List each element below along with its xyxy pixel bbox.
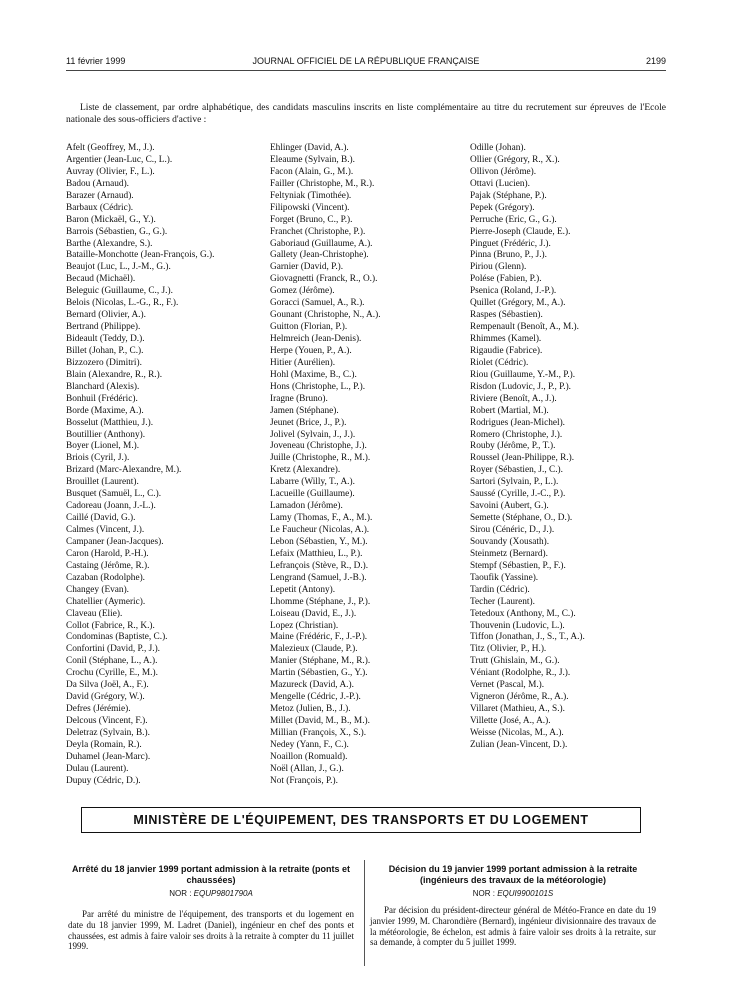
candidate-name: Taoufik (Yassine). [470, 572, 539, 583]
candidate-name: Afelt (Geoffrey, M., J.). [66, 143, 155, 153]
candidate-name: Pepek (Grégory). [470, 202, 535, 213]
candidate-name: Hons (Christophe, L., P.). [270, 381, 366, 392]
candidate-name: Bertrand (Philippe). [66, 322, 141, 333]
article-left-nor [68, 889, 354, 899]
candidate-name: Weisse (Nicolas, M., A.). [470, 727, 564, 738]
candidate-name: Ehlinger (David, A.). [270, 143, 349, 153]
candidate-name: Malezieux (Claude, P.). [270, 644, 358, 655]
candidate-name: Helmreich (Jean-Denis). [270, 334, 362, 344]
candidate-name: Lamadon (Jérôme). [270, 501, 343, 512]
candidate-name: Hitier (Aurélien). [270, 357, 336, 368]
candidate-name: Blanchard (Alexis). [66, 381, 140, 392]
candidate-name: Semette (Stéphane, O., D.). [470, 513, 573, 524]
candidate-name: Royer (Sébastien, J., C.). [470, 465, 563, 476]
candidate-name: Lacueille (Guillaume). [270, 489, 355, 500]
article-right-title: Décision du 19 janvier 1999 portant admission à la retraite (ingénieurs des travaux de la météorologie) [388, 864, 638, 885]
candidate-name: Sartori (Sylvain, P., L.). [470, 477, 559, 488]
candidate-name: Franchet (Christophe, P.). [270, 226, 366, 237]
candidate-name: Bataille-Monchotte (Jean-François, G.). [66, 250, 215, 261]
intro-paragraph [66, 102, 666, 126]
candidate-name: Piriou (Glenn). [470, 262, 527, 273]
candidate-name: Dulau (Laurent). [66, 763, 129, 774]
nor-label: NOR : [472, 889, 495, 898]
candidate-name: Bonhuil (Frédéric). [66, 393, 138, 404]
candidate-name: Jeunet (Brice, J., P.). [270, 417, 347, 428]
candidate-name: Boyer (Lionel, M.). [66, 441, 140, 452]
header-rule [66, 70, 666, 71]
candidate-name: Robert (Martial, M.). [470, 405, 549, 416]
ministry-banner: MINISTÈRE DE L'ÉQUIPEMENT, DES TRANSPORTS ET DU LOGEMENT [81, 807, 641, 833]
candidate-name: Rouby (Jérôme, P., T.). [470, 441, 556, 452]
candidate-name: Caron (Harold, P.-H.). [66, 548, 149, 559]
candidate-name: Da Silva (Joël, A., F.). [66, 680, 149, 691]
candidate-name: Confortini (David, P., J.). [66, 644, 160, 655]
candidate-name: Steinmetz (Bernard). [470, 548, 548, 559]
candidate-name: Vernet (Pascal, M.). [470, 680, 545, 691]
candidate-name: Tardin (Cédric). [470, 584, 530, 595]
candidate-name: Lefaix (Matthieu, L., P.). [270, 548, 363, 559]
candidate-name: Ottavi (Lucien). [470, 178, 530, 189]
candidate-name: Saussé (Cyrille, J.-C., P.). [470, 489, 566, 500]
candidate-name: Ollier (Grégory, R., X.). [470, 154, 560, 165]
candidate-name: Conil (Stéphane, L., A.). [66, 656, 158, 667]
article-left-title: Arrêté du 18 janvier 1999 portant admission à la retraite (ponts et chaussées) [71, 864, 351, 885]
candidate-name: Billet (Johan, P., C.). [66, 345, 144, 356]
candidate-name: Duhamel (Jean-Marc). [66, 751, 151, 762]
candidate-name: Rempenault (Benoît, A., M.). [470, 322, 579, 333]
candidate-name: Blain (Alexandre, R., R.). [66, 369, 163, 380]
nor-code: EQUI9900101S [497, 889, 554, 898]
candidate-name: Dupuy (Cédric, D.). [66, 775, 141, 786]
candidate-name: Mengelle (Cédric, J.-P.). [270, 692, 361, 703]
candidate-name: Romero (Christophe, J.). [470, 429, 563, 440]
name-column-3 [470, 143, 666, 752]
candidate-name: Vigneron (Jérôme, R., A.). [470, 692, 569, 703]
candidate-name: Filipowski (Vincent). [270, 202, 350, 213]
candidate-name: Joveneau (Christophe, J.). [270, 441, 367, 452]
article-left [68, 864, 354, 952]
article-right-nor [370, 889, 656, 899]
page-number: 2199 [645, 56, 666, 66]
candidate-name: Lopez (Christian). [270, 620, 339, 631]
candidate-name: Failler (Christophe, M., R.). [270, 178, 375, 189]
candidate-name: Thouvenin (Ludovic, L.). [470, 620, 565, 631]
candidate-name: Villette (José, A., A.). [470, 716, 551, 726]
candidate-name: Briois (Cyril, J.). [66, 453, 130, 464]
candidate-name: Calmes (Vincent, J.). [66, 525, 145, 535]
nor-label: NOR : [169, 889, 192, 898]
candidate-name: Kretz (Alexandre). [270, 465, 341, 476]
candidate-name: Deletraz (Sylvain, B.). [66, 727, 150, 738]
candidate-name: Labarre (Willy, T., A.). [270, 477, 355, 488]
candidate-name: Changey (Evan). [66, 584, 129, 595]
candidate-name: Crochu (Cyrille, E., M.). [66, 668, 158, 679]
candidate-name: Rhimmes (Kamel). [470, 334, 542, 344]
candidate-name: Eleaume (Sylvain, B.). [270, 154, 355, 165]
intro-text: Liste de classement, par ordre alphabétique, des candidats masculins inscrits en liste complémentaire au titre du recrutement sur épreuves de l'Ecole nationale des sous-officiers d'active : [66, 103, 666, 125]
candidate-name: Rigaudie (Fabrice). [470, 345, 543, 356]
candidate-name: Bideault (Teddy, D.). [66, 334, 145, 344]
candidate-name: Manier (Stéphane, M., R.). [270, 656, 371, 667]
candidate-name: Barbaux (Cédric). [66, 202, 134, 213]
column-divider [364, 860, 365, 966]
candidate-name: Polése (Fabien, P.). [470, 274, 542, 285]
candidate-name: Barazer (Arnaud). [66, 190, 134, 201]
candidate-name: Castaing (Jérôme, R.). [66, 560, 150, 571]
candidate-name: Sirou (Cénéric, D., J.). [470, 525, 555, 535]
candidate-name: Raspes (Sébastien). [470, 310, 543, 321]
candidate-name: Cadoreau (Joann, J.-L.). [66, 501, 156, 512]
candidate-name: Gaboriaud (Guillaume, A.). [270, 238, 373, 249]
article-left-text: Par arrêté du ministre de l'équipement, des transports et du logement en date du 18 janvier 1999, M. Ladret (Daniel), ingénieur en chef des ponts et chaussées, est admis à faire valoir ses droits à la retraite à compter du 11 juillet 1999. [68, 909, 354, 952]
candidate-name: Barthe (Alexandre, S.). [66, 238, 153, 249]
candidate-name: Roussel (Jean-Philippe, R.). [470, 453, 575, 464]
candidate-name: Iragne (Bruno). [270, 393, 328, 404]
candidate-name: Badou (Arnaud). [66, 178, 129, 189]
candidate-name: Tetedoux (Anthony, M., C.). [470, 608, 576, 619]
candidate-name: Forget (Bruno, C., P.). [270, 214, 353, 225]
candidate-name: Gomez (Jérôme). [270, 286, 335, 297]
candidate-name: Busquet (Samuël, L., C.). [66, 489, 162, 500]
candidate-name: Stempf (Sébastien, P., F.). [470, 560, 566, 571]
candidate-name: Claveau (Elie). [66, 608, 123, 619]
candidate-name: Techer (Laurent). [470, 596, 535, 607]
candidate-name: Noël (Allan, J., G.). [270, 763, 344, 774]
candidate-name: Riolet (Cédric). [470, 357, 529, 368]
candidate-name: Goracci (Samuel, A., R.). [270, 298, 365, 309]
candidate-name: Martin (Sébastien, G., Y.). [270, 668, 368, 679]
candidate-name: Lepetit (Antony). [270, 584, 336, 595]
candidate-name: Juille (Christophe, R., M.). [270, 453, 371, 464]
candidate-name: Belois (Nicolas, L.-G., R., F.). [66, 298, 179, 309]
candidate-name: Titz (Olivier, P., H.). [470, 644, 547, 655]
candidate-name: Millet (David, M., B., M.). [270, 716, 370, 726]
candidate-name: Véniant (Rodolphe, R., J.). [470, 668, 571, 679]
candidate-name: Gallety (Jean-Christophe). [270, 250, 369, 261]
candidate-name: Nedey (Yann, F., C.). [270, 739, 349, 750]
candidate-name: Tiffon (Jonathan, J., S., T., A.). [470, 632, 585, 643]
candidate-name: Rodrigues (Jean-Michel). [470, 417, 566, 428]
journal-title: JOURNAL OFFICIEL DE LA RÉPUBLIQUE FRANÇAISE [252, 56, 480, 66]
candidate-name: Trutt (Ghislain, M., G.). [470, 656, 560, 667]
candidate-name: Condominas (Baptiste, C.). [66, 632, 168, 643]
candidate-name: Cazaban (Rodolphe). [66, 572, 145, 583]
candidate-name: Lamy (Thomas, F., A., M.). [270, 513, 373, 524]
candidate-name: Becaud (Michaël). [66, 274, 136, 285]
candidate-name: Le Faucheur (Nicolas, A.). [270, 525, 370, 535]
candidate-name: Deyla (Romain, R.). [66, 739, 142, 750]
candidate-name: Chatellier (Aymeric). [66, 596, 146, 607]
page-header [66, 56, 666, 70]
candidate-name: Defres (Jérémie). [66, 704, 131, 715]
candidate-name: Psenica (Roland, J.-P.). [470, 286, 557, 297]
candidate-name: Pinna (Bruno, P., J.). [470, 250, 547, 261]
candidate-name: Bernard (Olivier, A.). [66, 310, 146, 321]
candidate-name: Baron (Mickaël, G., Y.). [66, 214, 156, 225]
candidate-name: Lefrançois (Stève, R., D.). [270, 560, 369, 571]
candidate-name: Facon (Alain, G., M.). [270, 166, 354, 177]
candidate-name: Auvray (Olivier, F., L.). [66, 166, 155, 177]
candidate-name: Quillet (Grégory, M., A.). [470, 298, 566, 309]
header-date: 11 février 1999 [66, 56, 126, 66]
candidate-name: Garnier (David, P.). [270, 262, 344, 273]
candidate-name: Boutillier (Anthony). [66, 429, 146, 440]
candidate-name: Riviere (Benoît, A., J.). [470, 393, 557, 404]
candidate-name: Lebon (Sébastien, Y., M.). [270, 536, 368, 547]
candidate-name: Jolivel (Sylvain, J., J.). [270, 429, 356, 440]
candidate-name: Riou (Guillaume, Y.-M., P.). [470, 369, 576, 380]
candidate-name: Beleguic (Guillaume, C., J.). [66, 286, 173, 297]
candidate-name: Campaner (Jean-Jacques). [66, 536, 164, 547]
candidate-name: Brizard (Marc-Alexandre, M.). [66, 465, 182, 476]
candidate-name: Lengrand (Samuel, J.-B.). [270, 572, 367, 583]
candidate-name: Savoini (Aubert, G.). [470, 501, 549, 512]
candidate-name: Gounant (Christophe, N., A.). [270, 310, 381, 321]
candidate-name: Caillé (David, G.). [66, 513, 136, 524]
candidate-name: Lhomme (Stéphane, J., P.). [270, 596, 371, 607]
name-column-1 [66, 143, 262, 788]
candidate-name: Guitton (Florian, P.). [270, 322, 348, 333]
candidate-name: Villaret (Mathieu, A., S.). [470, 704, 565, 715]
candidate-name: Loiseau (David, E., J.). [270, 608, 357, 619]
candidate-name: Ollivon (Jérôme). [470, 166, 537, 177]
candidate-name: Jamen (Stéphane). [270, 405, 339, 416]
candidate-name: Barrois (Sébastien, G., G.). [66, 226, 168, 237]
candidate-name: Hohl (Maxime, B., C.). [270, 369, 357, 380]
candidate-name: Argentier (Jean-Luc, C., L.). [66, 154, 173, 165]
candidate-name: Perruche (Eric, G., G.). [470, 214, 557, 225]
candidate-name: Bizzozero (Dimitri). [66, 357, 142, 368]
nor-code: EQUP9801790A [193, 889, 253, 898]
candidate-name: Maine (Frédéric, F., J.-P.). [270, 632, 368, 643]
candidate-name: Pierre-Joseph (Claude, E.). [470, 226, 571, 237]
candidate-name: Pajak (Stéphane, P.). [470, 190, 547, 201]
candidate-name: Pinguet (Frédéric, J.). [470, 238, 551, 249]
candidate-name: Giovagnetti (Franck, R., O.). [270, 274, 378, 285]
article-right-text: Par décision du président-directeur général de Météo-France en date du 19 janvier 1999, M. Charondière (Bernard), ingénieur divisionnaire des travaux de la météorologie, 8e échelon, est admis à faire valoir ses droits à la retraite, sur sa demande, à compter du 5 juillet 1999. [370, 905, 656, 948]
candidate-name: Not (François, P.). [270, 775, 338, 786]
candidate-name: Zulian (Jean-Vincent, D.). [470, 739, 568, 750]
candidate-name: Borde (Maxime, A.). [66, 405, 144, 416]
candidate-name: Beaujot (Luc, L., J.-M., G.). [66, 262, 171, 273]
name-column-2 [270, 143, 466, 788]
candidate-name: Millian (François, X., S.). [270, 727, 367, 738]
candidate-name: Herpe (Youen, P., A.). [270, 345, 352, 356]
candidate-name: Brouillet (Laurent). [66, 477, 139, 488]
candidate-name: Mazureck (David, A.). [270, 680, 354, 691]
candidate-name: David (Grégory, W.). [66, 692, 145, 703]
candidate-name: Feltyniak (Timothée). [270, 190, 352, 201]
candidate-name: Delcous (Vincent, F.). [66, 716, 148, 726]
article-right [370, 864, 656, 948]
candidate-name: Collot (Fabrice, R., K.). [66, 620, 155, 631]
candidate-name: Metoz (Julien, B., J.). [270, 704, 351, 715]
candidate-name: Bosselut (Matthieu, J.). [66, 417, 154, 428]
candidate-name: Noaillon (Romuald). [270, 751, 348, 762]
candidate-name: Souvandy (Xousath). [470, 536, 550, 547]
candidate-name: Risdon (Ludovic, J., P., P.). [470, 381, 571, 392]
candidate-name: Odille (Johan). [470, 143, 526, 153]
